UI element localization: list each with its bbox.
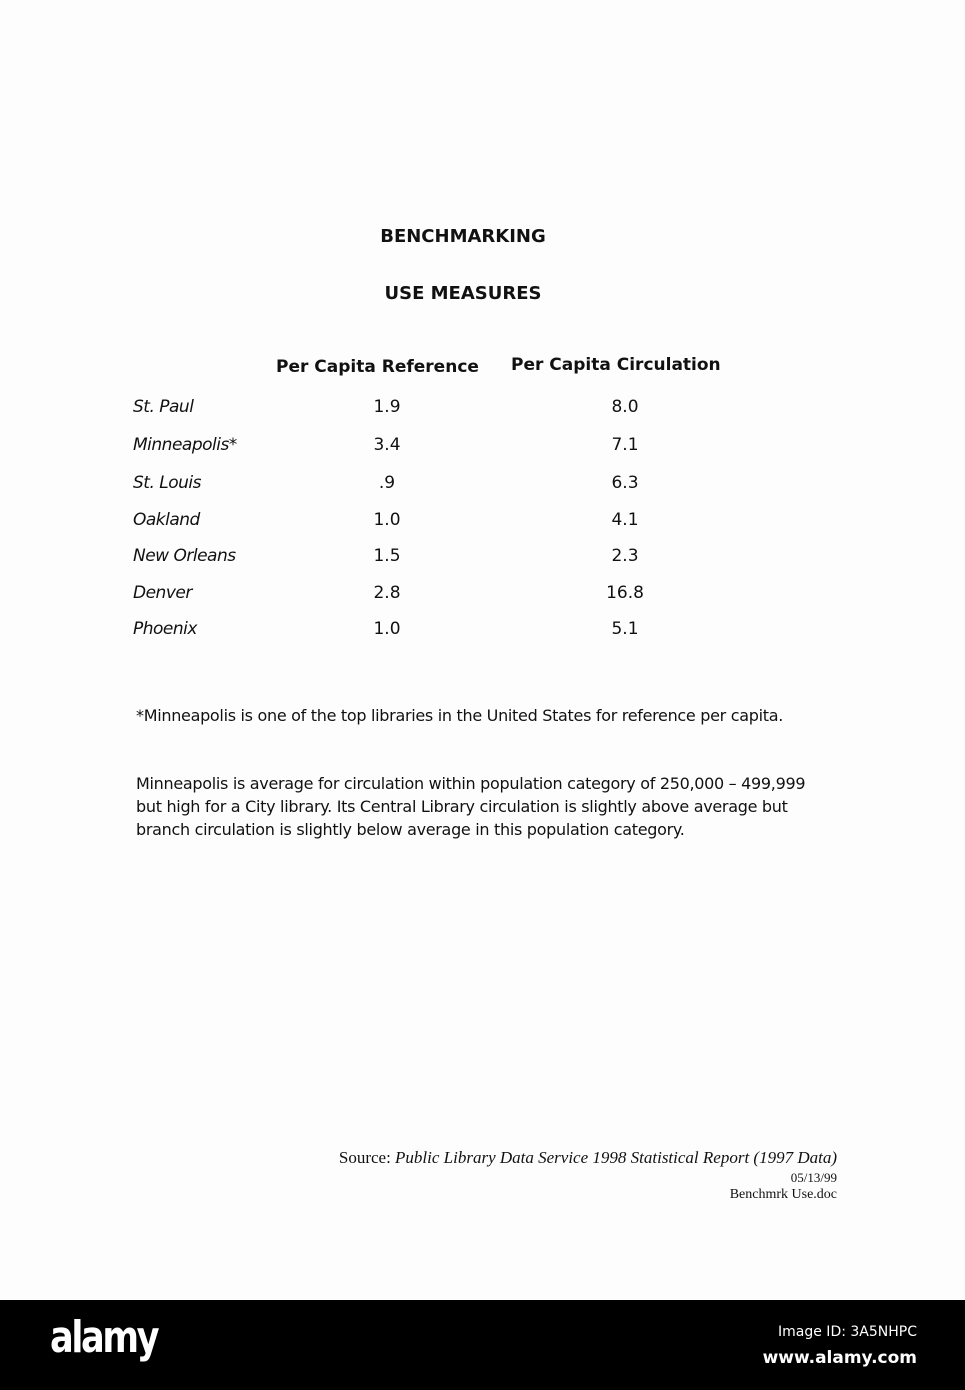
circulation-value: 7.1 — [611, 435, 639, 455]
reference-value: 2.8 — [373, 583, 401, 603]
circulation-value: 16.8 — [606, 583, 644, 603]
reference-value: 1.0 — [373, 510, 401, 530]
city-name: St. Paul — [133, 397, 194, 417]
alamy-logo: alamy — [50, 1312, 158, 1363]
watermark-url: www.alamy.com — [762, 1348, 917, 1368]
circulation-value: 2.3 — [611, 546, 639, 566]
reference-value: 3.4 — [373, 435, 401, 455]
circulation-value: 5.1 — [611, 619, 639, 639]
document-subtitle: USE MEASURES — [384, 283, 542, 304]
reference-value: 1.9 — [373, 397, 401, 417]
city-name: New Orleans — [133, 546, 236, 566]
city-name: St. Louis — [133, 473, 201, 493]
header-circulation: Per Capita Circulation — [511, 355, 721, 375]
document-filename: Benchmrk Use.doc — [729, 1187, 837, 1202]
city-name: Phoenix — [133, 619, 197, 639]
source-title: Public Library Data Service 1998 Statistical Report (1997 Data) — [395, 1148, 837, 1167]
source-label: Source: — [338, 1148, 391, 1167]
reference-value: 1.0 — [373, 619, 401, 639]
circulation-value: 6.3 — [611, 473, 639, 493]
footnote-minneapolis: *Minneapolis is one of the top libraries in the United States for reference per capita. — [136, 706, 783, 725]
document-title: BENCHMARKING — [380, 226, 546, 247]
watermark-bar — [0, 1300, 965, 1390]
reference-value: .9 — [378, 473, 396, 493]
reference-value: 1.5 — [373, 546, 401, 566]
header-reference: Per Capita Reference — [276, 357, 479, 377]
note-circulation: Minneapolis is average for circulation within population category of 250,000 – 499,999 but high for a City library. Its Central Library circulation is slightly above average but branch circulation is slightly below average in this population category. — [136, 774, 806, 839]
source-line — [339, 1148, 837, 1168]
image-id: Image ID: 3A5NHPC — [778, 1324, 917, 1340]
city-name: Oakland — [133, 510, 200, 530]
document-date: 05/13/99 — [790, 1170, 837, 1185]
circulation-value: 8.0 — [611, 397, 639, 417]
city-name: Minneapolis* — [133, 435, 237, 455]
circulation-value: 4.1 — [611, 510, 639, 530]
city-name: Denver — [133, 583, 192, 603]
